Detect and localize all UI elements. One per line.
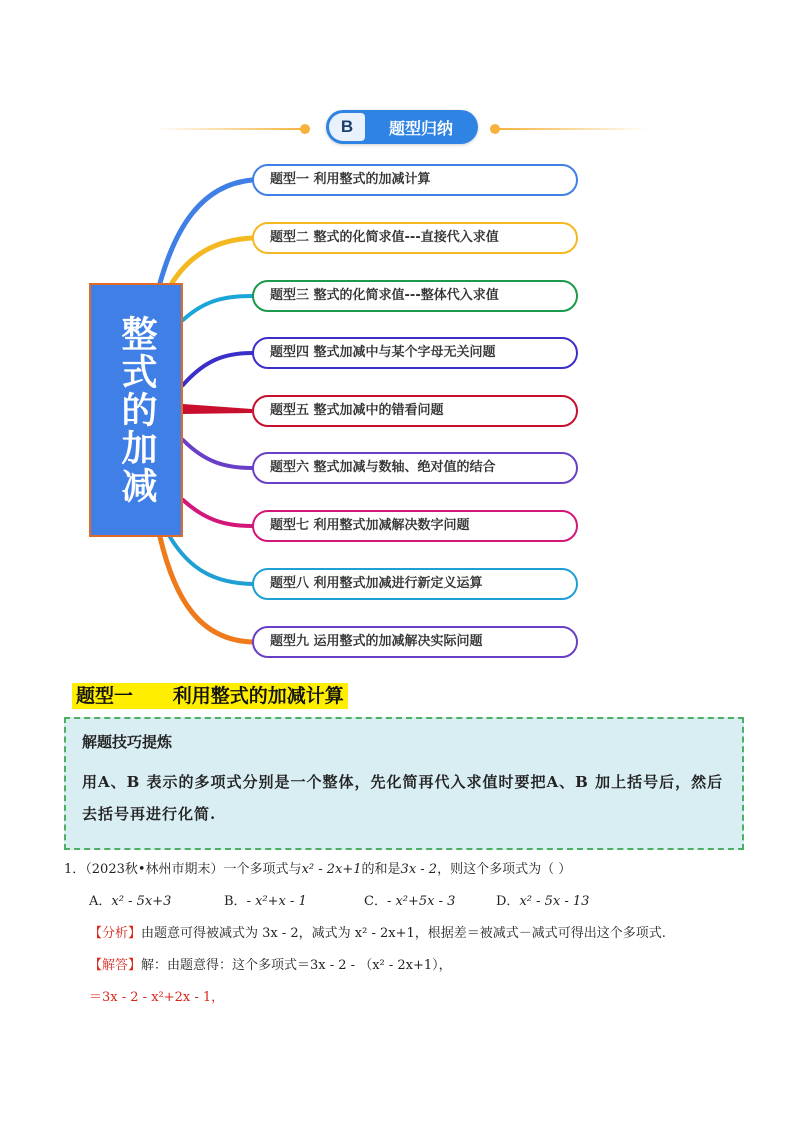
branch-label: 题型四 整式加减中与某个字母无关问题 bbox=[270, 345, 496, 360]
analysis-text: 由题意可得被减式为 3x - 2，减式为 x² - 2x+1，根据差＝被减式－减式可得出这个多项式. bbox=[141, 926, 666, 941]
connector-8 bbox=[170, 537, 252, 584]
branch-label: 题型二 整式的化简求值---直接代入求值 bbox=[270, 230, 499, 245]
connector-7 bbox=[183, 500, 252, 526]
branch-label: 题型一 利用整式的加减计算 bbox=[270, 172, 431, 187]
answer-tag: 【解答】 bbox=[89, 958, 142, 973]
option-expr: x² - 5x - 13 bbox=[519, 894, 590, 909]
option-letter: D． bbox=[496, 894, 520, 909]
branch-6 bbox=[252, 452, 578, 484]
question-stem-a: 一个多项式与 bbox=[223, 862, 302, 877]
branch-label: 题型五 整式加减中的错看问题 bbox=[270, 403, 444, 418]
option-expr: - x²+5x - 3 bbox=[386, 894, 456, 909]
connector-3 bbox=[183, 296, 252, 320]
branch-7 bbox=[252, 510, 578, 542]
branch-2 bbox=[252, 222, 578, 254]
branch-label: 题型八 利用整式加减进行新定义运算 bbox=[270, 576, 483, 591]
branch-label: 题型三 整式的化简求值---整体代入求值 bbox=[270, 288, 499, 303]
option-d[interactable] bbox=[496, 890, 589, 909]
analysis-line bbox=[89, 922, 666, 941]
tip-heading: 解题技巧提炼 bbox=[82, 733, 173, 751]
branch-label: 题型九 运用整式的加减解决实际问题 bbox=[270, 634, 483, 649]
question-number: 1． bbox=[64, 862, 86, 877]
branch-4 bbox=[252, 337, 578, 369]
option-a[interactable] bbox=[89, 890, 171, 909]
mindmap-center bbox=[89, 283, 183, 537]
branch-label: 题型七 利用整式加减解决数字问题 bbox=[270, 518, 470, 533]
option-expr: - x²+x - 1 bbox=[246, 894, 307, 909]
header-badge: B bbox=[329, 113, 365, 141]
connector-4 bbox=[183, 353, 252, 385]
analysis-tag: 【分析】 bbox=[89, 926, 142, 941]
question-stem-c: ，则这个多项式为（ ） bbox=[437, 862, 572, 877]
connector-9 bbox=[160, 537, 252, 642]
tip-box bbox=[64, 717, 744, 850]
option-letter: A． bbox=[89, 894, 112, 909]
mindmap-center-text: 整式的加减 bbox=[116, 315, 157, 505]
option-expr: x² - 5x+3 bbox=[111, 894, 172, 909]
section-title: 题型一 利用整式的加减计算 bbox=[72, 683, 348, 709]
answer-text: 解：由题意得：这个多项式＝3x - 2 - （x² - 2x+1）， bbox=[141, 958, 452, 973]
option-letter: C． bbox=[364, 894, 387, 909]
question-stem-b: 的和是 bbox=[361, 862, 401, 877]
question-expr2: 3x - 2 bbox=[400, 862, 438, 877]
branch-label: 题型六 整式加减与数轴、绝对值的结合 bbox=[270, 460, 496, 475]
tip-body: 用A、B 表示的多项式分别是一个整体，先化简再代入求值时要把A、B 加上括号后，然后去括号再进行化简. bbox=[82, 773, 724, 823]
question-expr1: x² - 2x+1 bbox=[301, 862, 362, 877]
branch-9 bbox=[252, 626, 578, 658]
question-source: （2023秋•林州市期末） bbox=[85, 862, 224, 877]
branch-5 bbox=[252, 395, 578, 427]
connector-6 bbox=[183, 440, 252, 468]
connector-2 bbox=[172, 238, 252, 283]
question-stem bbox=[64, 858, 571, 877]
answer-line bbox=[89, 954, 452, 973]
answer-step-2: ＝3x - 2 - x²+2x - 1， bbox=[89, 990, 225, 1005]
branch-3 bbox=[252, 280, 578, 312]
connector-5 bbox=[183, 404, 252, 414]
option-b[interactable] bbox=[224, 890, 307, 909]
option-c[interactable] bbox=[364, 890, 455, 909]
branch-1 bbox=[252, 164, 578, 196]
option-letter: B． bbox=[224, 894, 247, 909]
connector-1 bbox=[160, 180, 252, 283]
branch-8 bbox=[252, 568, 578, 600]
header-title: 题型归纳 bbox=[388, 118, 453, 138]
